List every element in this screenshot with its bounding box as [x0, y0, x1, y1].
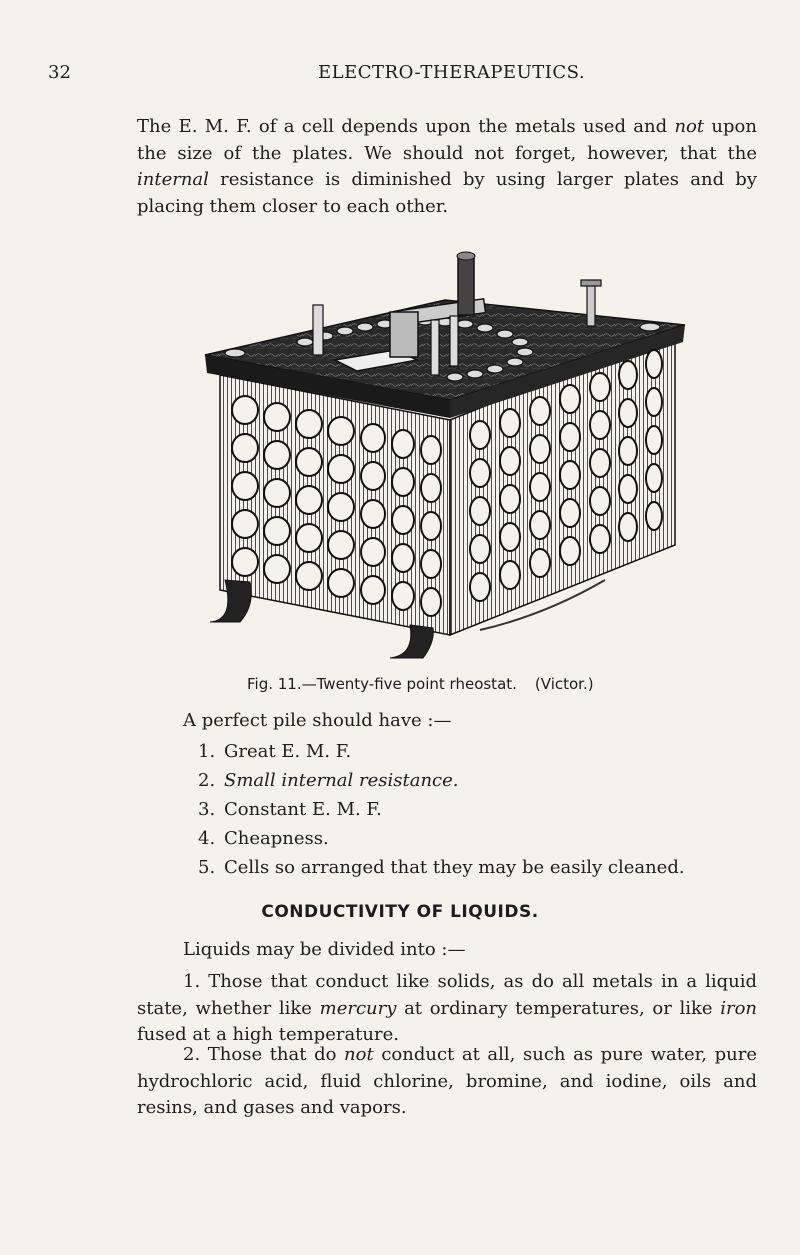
rheostat-illustration [195, 250, 695, 665]
requirements-list [198, 737, 685, 882]
paragraph-conductors: 1. Those that conduct like solids, as do all metals in a liquid state, whether like mercury at ordinary temperatures, or like iron fused at a high temperature. [137, 971, 757, 1045]
emphasis-not-2: not [344, 1044, 374, 1065]
paragraph-emf: The E. M. F. of a cell depends upon the metals used and not upon the size of the plates. We should not forget, however, that the internal resistance is diminished by using larger plates and by placing them closer to each other. [137, 116, 757, 217]
section-heading: CONDUCTIVITY OF LIQUIDS. [261, 902, 539, 922]
list-item: 1. Great E. M. F. [198, 741, 352, 762]
page-number: 32 [48, 62, 71, 83]
emphasis-iron: iron [720, 997, 757, 1019]
emphasis-not: not [674, 116, 705, 137]
emphasis-internal: internal [137, 169, 209, 190]
list-item: 5. Cells so arranged that they may be easily cleaned. [198, 857, 685, 878]
list-item: 3. Constant E. M. F. [198, 799, 382, 820]
liquids-intro: Liquids may be divided into :— [183, 939, 466, 960]
list-item: 4. Cheapness. [198, 828, 329, 849]
running-head [0, 62, 800, 88]
emphasis-mercury: mercury [319, 997, 397, 1019]
paragraph-nonconductors: 2. Those that do not conduct at all, such as pure water, pure hydrochloric acid, fluid chlorine, bromine, and iodine, oils and resins, and gases and vapors. [137, 1044, 757, 1118]
running-head-title: ELECTRO-THERAPEUTICS. [318, 62, 586, 83]
list-intro: A perfect pile should have :— [183, 710, 452, 731]
caption-credit: (Victor.) [534, 675, 594, 693]
caption-label: Fig. 11.—Twenty-five point rheostat. [247, 675, 517, 693]
list-item: 2. Small internal resistance. [198, 770, 459, 791]
figure-caption [247, 675, 594, 693]
